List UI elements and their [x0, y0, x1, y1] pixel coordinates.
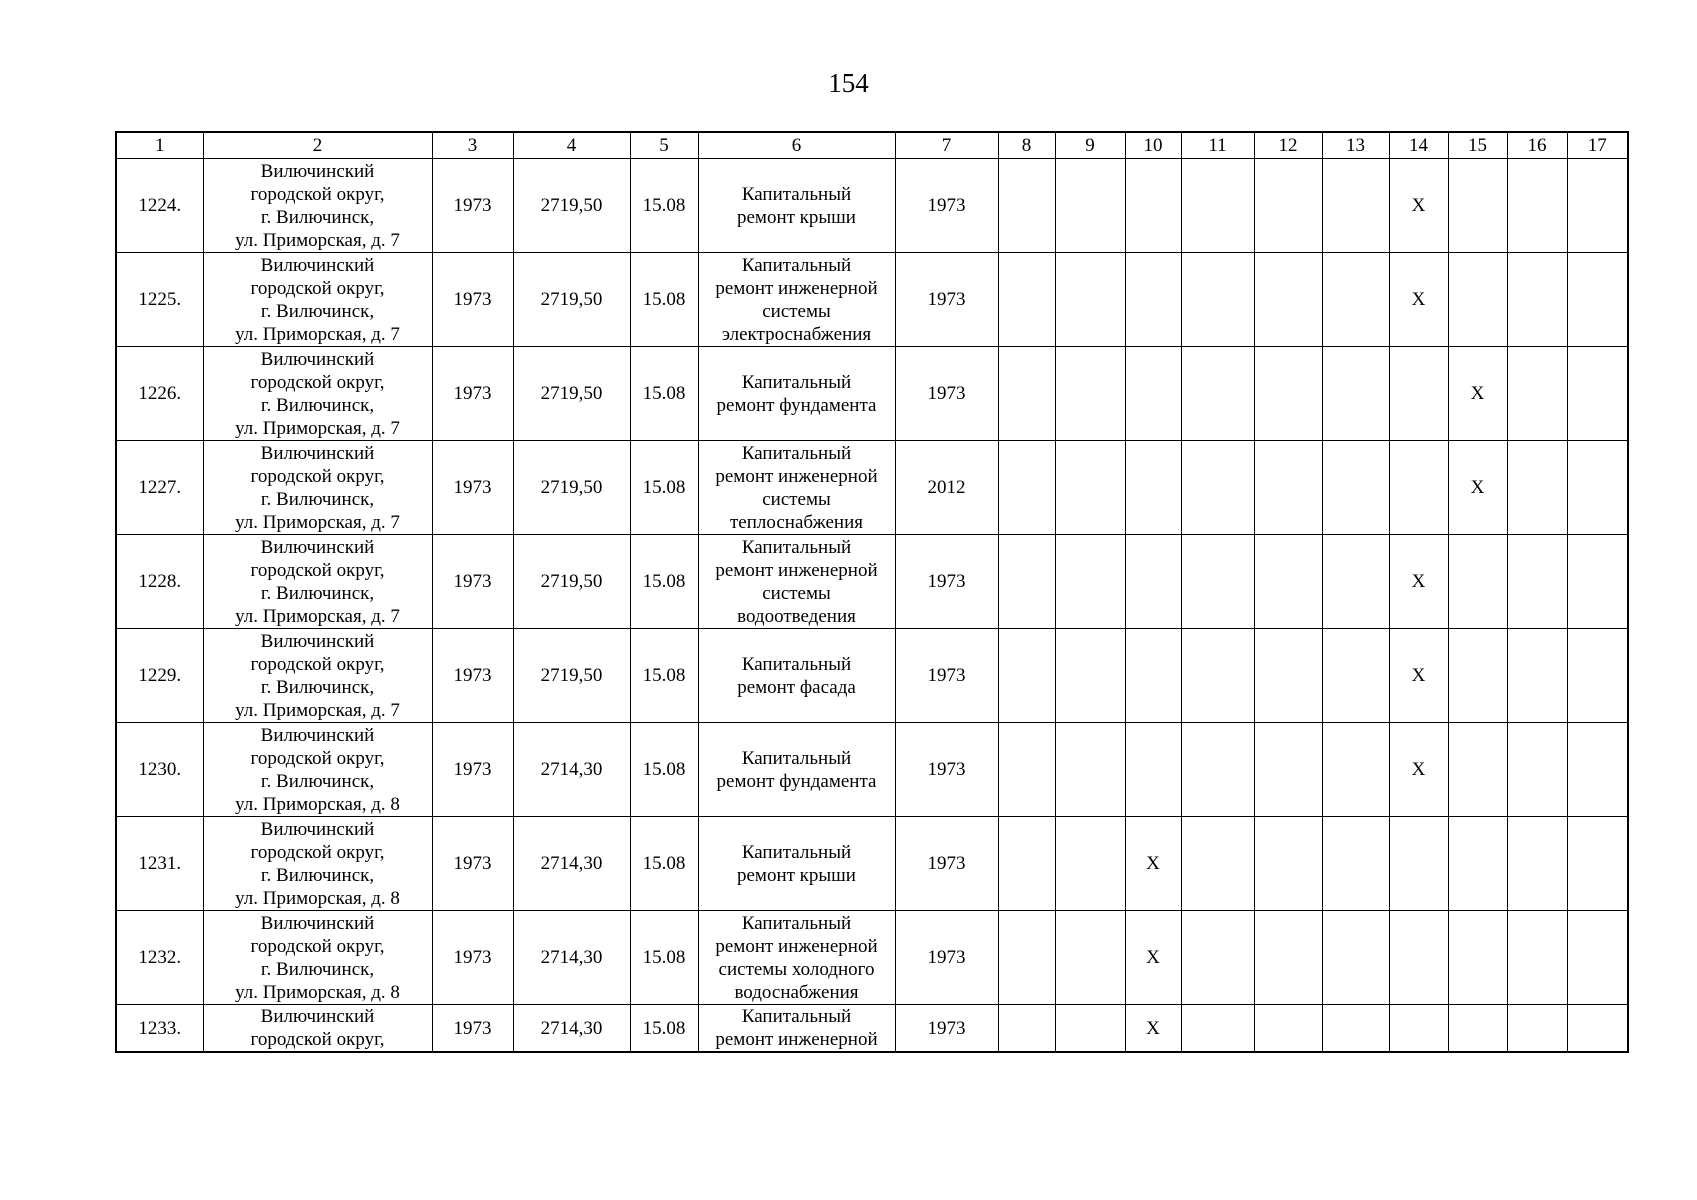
build-year-cell: 1973: [432, 723, 513, 817]
column-header: 4: [513, 132, 630, 159]
column-header: 11: [1181, 132, 1254, 159]
code-cell: 15.08: [630, 253, 698, 347]
row-number-cell: 1225.: [116, 253, 203, 347]
row-number-cell: 1230.: [116, 723, 203, 817]
period-mark-cell: [1322, 629, 1389, 723]
period-mark-cell: [998, 723, 1055, 817]
period-mark-cell: [1322, 911, 1389, 1005]
period-mark-cell: [1181, 347, 1254, 441]
period-mark-cell: [1389, 347, 1448, 441]
work-type-cell: [698, 159, 895, 253]
table-row: [116, 629, 1628, 723]
period-mark-cell: [1567, 347, 1628, 441]
period-mark-cell: [1254, 159, 1322, 253]
period-mark-cell: X: [1125, 1005, 1181, 1053]
address-cell-line: г. Вилючинск,: [260, 958, 375, 980]
address-cell: [203, 535, 432, 629]
work-type-cell-line: ремонт крыши: [737, 206, 856, 228]
address-cell: [203, 253, 432, 347]
work-type-cell-line: системы холодного: [718, 958, 875, 980]
period-mark-cell: [1567, 535, 1628, 629]
column-number-row: [116, 132, 1628, 159]
area-cell: 2719,50: [513, 159, 630, 253]
address-cell-line: городской округ,: [250, 371, 385, 393]
table-row: [116, 911, 1628, 1005]
column-header: 16: [1507, 132, 1567, 159]
address-cell-line: городской округ,: [250, 935, 385, 957]
period-mark-cell: [1254, 441, 1322, 535]
period-mark-cell: [1448, 911, 1507, 1005]
address-cell-line: Вилючинский: [260, 912, 375, 934]
area-cell: 2719,50: [513, 535, 630, 629]
column-header: 3: [432, 132, 513, 159]
table-row: [116, 159, 1628, 253]
work-type-cell-line: системы: [762, 300, 831, 322]
address-cell-line: ул. Приморская, д. 7: [235, 605, 400, 627]
period-mark-cell: [1254, 347, 1322, 441]
work-type-cell-line: ремонт фундамента: [716, 394, 877, 416]
period-mark-cell: [1448, 723, 1507, 817]
address-cell-line: г. Вилючинск,: [260, 770, 375, 792]
period-mark-cell: [1448, 159, 1507, 253]
period-mark-cell: X: [1448, 347, 1507, 441]
address-cell-line: Вилючинский: [260, 442, 375, 464]
period-mark-cell: [1322, 159, 1389, 253]
period-mark-cell: [1448, 253, 1507, 347]
period-mark-cell: [1125, 441, 1181, 535]
period-mark-cell: [1125, 535, 1181, 629]
column-header: 8: [998, 132, 1055, 159]
code-cell: 15.08: [630, 159, 698, 253]
period-mark-cell: [998, 1005, 1055, 1053]
address-cell: [203, 441, 432, 535]
build-year-cell: 1973: [432, 911, 513, 1005]
period-mark-cell: X: [1389, 159, 1448, 253]
work-type-cell: [698, 911, 895, 1005]
period-mark-cell: [1448, 535, 1507, 629]
area-cell: 2714,30: [513, 723, 630, 817]
address-cell: [203, 723, 432, 817]
period-mark-cell: [1254, 253, 1322, 347]
period-mark-cell: [1448, 817, 1507, 911]
period-mark-cell: [1181, 723, 1254, 817]
address-cell-line: Вилючинский: [260, 254, 375, 276]
period-mark-cell: [1322, 817, 1389, 911]
address-cell-line: городской округ,: [250, 747, 385, 769]
area-cell: 2714,30: [513, 1005, 630, 1053]
area-cell: 2719,50: [513, 441, 630, 535]
work-type-cell-line: Капитальный: [741, 442, 852, 464]
build-year-cell: 1973: [432, 817, 513, 911]
period-mark-cell: [998, 253, 1055, 347]
period-mark-cell: [1125, 347, 1181, 441]
period-mark-cell: [1055, 535, 1125, 629]
address-cell-line: городской округ,: [250, 465, 385, 487]
period-mark-cell: [1448, 629, 1507, 723]
period-mark-cell: [1507, 253, 1567, 347]
period-mark-cell: [1567, 911, 1628, 1005]
code-cell: 15.08: [630, 347, 698, 441]
period-mark-cell: [1322, 1005, 1389, 1053]
repair-year-cell: 1973: [895, 347, 998, 441]
period-mark-cell: X: [1389, 535, 1448, 629]
repair-year-cell: 1973: [895, 629, 998, 723]
repair-year-cell: 1973: [895, 1005, 998, 1053]
build-year-cell: 1973: [432, 253, 513, 347]
address-cell-line: городской округ,: [250, 841, 385, 863]
work-type-cell-line: ремонт фасада: [737, 676, 856, 698]
address-cell: [203, 629, 432, 723]
period-mark-cell: [998, 535, 1055, 629]
period-mark-cell: [1567, 159, 1628, 253]
period-mark-cell: [1389, 441, 1448, 535]
address-cell-line: г. Вилючинск,: [260, 582, 375, 604]
period-mark-cell: [1322, 535, 1389, 629]
period-mark-cell: [1181, 1005, 1254, 1053]
table-row: [116, 347, 1628, 441]
page-number: 154: [828, 68, 869, 98]
address-cell-line: ул. Приморская, д. 7: [235, 699, 400, 721]
work-type-cell-line: Капитальный: [741, 254, 852, 276]
address-cell-line: г. Вилючинск,: [260, 488, 375, 510]
repair-year-cell: 1973: [895, 911, 998, 1005]
work-type-cell-line: ремонт инженерной: [715, 1029, 878, 1050]
address-cell-line: ул. Приморская, д. 7: [235, 417, 400, 439]
address-cell: [203, 347, 432, 441]
period-mark-cell: X: [1448, 441, 1507, 535]
work-type-cell: [698, 723, 895, 817]
table-header: [116, 132, 1628, 159]
work-type-cell-line: Капитальный: [741, 747, 852, 769]
code-cell: 15.08: [630, 441, 698, 535]
column-header: 7: [895, 132, 998, 159]
period-mark-cell: [1389, 817, 1448, 911]
column-header: 12: [1254, 132, 1322, 159]
column-header: 10: [1125, 132, 1181, 159]
address-cell: [203, 159, 432, 253]
address-cell-line: г. Вилючинск,: [260, 676, 375, 698]
address-cell-line: Вилючинский: [260, 630, 375, 652]
address-cell: [203, 911, 432, 1005]
address-cell-line: городской округ,: [250, 183, 385, 205]
build-year-cell: 1973: [432, 347, 513, 441]
column-header: 5: [630, 132, 698, 159]
period-mark-cell: [1254, 629, 1322, 723]
address-cell-line: городской округ,: [250, 1029, 385, 1050]
row-number-cell: 1233.: [116, 1005, 203, 1053]
address-cell-line: Вилючинский: [260, 536, 375, 558]
table-body: [116, 159, 1628, 1053]
period-mark-cell: [998, 441, 1055, 535]
table-row: [116, 723, 1628, 817]
period-mark-cell: [1254, 535, 1322, 629]
work-type-cell-line: Капитальный: [741, 536, 852, 558]
period-mark-cell: [1507, 629, 1567, 723]
address-cell-line: Вилючинский: [260, 818, 375, 840]
column-header: 14: [1389, 132, 1448, 159]
address-cell-line: г. Вилючинск,: [260, 394, 375, 416]
address-cell-line: Вилючинский: [260, 1006, 375, 1027]
column-header: 17: [1567, 132, 1628, 159]
work-type-cell-line: Капитальный: [741, 1006, 852, 1027]
work-type-cell-line: ремонт инженерной: [715, 935, 878, 957]
period-mark-cell: [998, 817, 1055, 911]
address-cell-line: г. Вилючинск,: [260, 206, 375, 228]
work-type-cell-line: ремонт инженерной: [715, 559, 878, 581]
period-mark-cell: [1567, 629, 1628, 723]
work-type-cell-line: Капитальный: [741, 183, 852, 205]
period-mark-cell: [1181, 535, 1254, 629]
period-mark-cell: [1322, 347, 1389, 441]
code-cell: 15.08: [630, 535, 698, 629]
repair-year-cell: 1973: [895, 817, 998, 911]
period-mark-cell: [1055, 629, 1125, 723]
period-mark-cell: [1507, 723, 1567, 817]
code-cell: 15.08: [630, 1005, 698, 1053]
code-cell: 15.08: [630, 817, 698, 911]
period-mark-cell: [1055, 347, 1125, 441]
table-row: [116, 1005, 1628, 1053]
row-number-cell: 1226.: [116, 347, 203, 441]
period-mark-cell: [1567, 253, 1628, 347]
period-mark-cell: [1507, 817, 1567, 911]
table-row: [116, 817, 1628, 911]
period-mark-cell: [1322, 723, 1389, 817]
period-mark-cell: [1448, 1005, 1507, 1053]
period-mark-cell: [1055, 723, 1125, 817]
period-mark-cell: [1507, 441, 1567, 535]
work-type-cell-line: системы: [762, 488, 831, 510]
repair-year-cell: 2012: [895, 441, 998, 535]
address-cell-line: городской округ,: [250, 653, 385, 675]
work-type-cell: [698, 1005, 895, 1053]
row-number-cell: 1232.: [116, 911, 203, 1005]
period-mark-cell: [1055, 159, 1125, 253]
area-cell: 2714,30: [513, 911, 630, 1005]
address-cell-line: ул. Приморская, д. 8: [235, 793, 400, 815]
work-type-cell: [698, 253, 895, 347]
area-cell: 2714,30: [513, 817, 630, 911]
address-cell-line: ул. Приморская, д. 7: [235, 229, 400, 251]
work-type-cell-line: Капитальный: [741, 912, 852, 934]
row-number-cell: 1227.: [116, 441, 203, 535]
work-type-cell-line: Капитальный: [741, 841, 852, 863]
work-type-cell-line: Капитальный: [741, 653, 852, 675]
area-cell: 2719,50: [513, 253, 630, 347]
period-mark-cell: [1567, 441, 1628, 535]
column-header: 1: [116, 132, 203, 159]
period-mark-cell: [1254, 911, 1322, 1005]
work-type-cell-line: водоснабжения: [734, 981, 859, 1003]
table-row: [116, 535, 1628, 629]
row-number-cell: 1228.: [116, 535, 203, 629]
period-mark-cell: [1125, 629, 1181, 723]
work-type-cell-line: ремонт фундамента: [716, 770, 877, 792]
address-cell-line: городской округ,: [250, 277, 385, 299]
address-cell-line: ул. Приморская, д. 7: [235, 511, 400, 533]
work-type-cell-line: электроснабжения: [721, 323, 872, 345]
period-mark-cell: [1181, 441, 1254, 535]
code-cell: 15.08: [630, 911, 698, 1005]
period-mark-cell: [1507, 347, 1567, 441]
period-mark-cell: [1125, 159, 1181, 253]
work-type-cell: [698, 441, 895, 535]
address-cell-line: ул. Приморская, д. 7: [235, 323, 400, 345]
work-type-cell-line: Капитальный: [741, 371, 852, 393]
period-mark-cell: [1507, 159, 1567, 253]
period-mark-cell: [1567, 1005, 1628, 1053]
work-type-cell: [698, 347, 895, 441]
row-number-cell: 1224.: [116, 159, 203, 253]
build-year-cell: 1973: [432, 159, 513, 253]
work-type-cell: [698, 535, 895, 629]
period-mark-cell: [1181, 817, 1254, 911]
period-mark-cell: [1322, 253, 1389, 347]
table-row: [116, 441, 1628, 535]
column-header: 9: [1055, 132, 1125, 159]
repair-year-cell: 1973: [895, 253, 998, 347]
period-mark-cell: [1567, 817, 1628, 911]
work-type-cell-line: системы: [762, 582, 831, 604]
period-mark-cell: X: [1389, 629, 1448, 723]
work-type-cell: [698, 629, 895, 723]
work-type-cell-line: ремонт крыши: [737, 864, 856, 886]
period-mark-cell: [1055, 817, 1125, 911]
period-mark-cell: [1507, 911, 1567, 1005]
area-cell: 2719,50: [513, 347, 630, 441]
period-mark-cell: [1055, 253, 1125, 347]
period-mark-cell: [1507, 535, 1567, 629]
column-header: 13: [1322, 132, 1389, 159]
period-mark-cell: [1125, 723, 1181, 817]
repair-year-cell: 1973: [895, 723, 998, 817]
period-mark-cell: [998, 347, 1055, 441]
address-cell-line: Вилючинский: [260, 160, 375, 182]
period-mark-cell: [998, 911, 1055, 1005]
period-mark-cell: [1389, 911, 1448, 1005]
row-number-cell: 1229.: [116, 629, 203, 723]
address-cell: [203, 1005, 432, 1053]
column-header: 6: [698, 132, 895, 159]
period-mark-cell: [1254, 1005, 1322, 1053]
period-mark-cell: X: [1125, 817, 1181, 911]
repair-year-cell: 1973: [895, 159, 998, 253]
period-mark-cell: [1181, 911, 1254, 1005]
work-type-cell-line: водоотведения: [737, 605, 856, 627]
work-type-cell: [698, 817, 895, 911]
address-cell-line: Вилючинский: [260, 724, 375, 746]
build-year-cell: 1973: [432, 441, 513, 535]
address-cell-line: г. Вилючинск,: [260, 300, 375, 322]
address-cell-line: г. Вилючинск,: [260, 864, 375, 886]
address-cell: [203, 817, 432, 911]
period-mark-cell: [1254, 817, 1322, 911]
capital-repair-table: [115, 131, 1629, 1053]
row-number-cell: 1231.: [116, 817, 203, 911]
period-mark-cell: [1322, 441, 1389, 535]
period-mark-cell: X: [1389, 253, 1448, 347]
work-type-cell-line: теплоснабжения: [730, 511, 863, 533]
build-year-cell: 1973: [432, 535, 513, 629]
address-cell-line: ул. Приморская, д. 8: [235, 887, 400, 909]
table-row: [116, 253, 1628, 347]
build-year-cell: 1973: [432, 1005, 513, 1053]
period-mark-cell: [1181, 159, 1254, 253]
period-mark-cell: [1055, 441, 1125, 535]
period-mark-cell: [1055, 1005, 1125, 1053]
address-cell-line: городской округ,: [250, 559, 385, 581]
build-year-cell: 1973: [432, 629, 513, 723]
period-mark-cell: [998, 159, 1055, 253]
repair-year-cell: 1973: [895, 535, 998, 629]
period-mark-cell: X: [1125, 911, 1181, 1005]
work-type-cell-line: ремонт инженерной: [715, 277, 878, 299]
column-header: 15: [1448, 132, 1507, 159]
column-header: 2: [203, 132, 432, 159]
address-cell-line: ул. Приморская, д. 8: [235, 981, 400, 1003]
period-mark-cell: X: [1389, 723, 1448, 817]
period-mark-cell: [1389, 1005, 1448, 1053]
period-mark-cell: [1181, 629, 1254, 723]
period-mark-cell: [1055, 911, 1125, 1005]
period-mark-cell: [998, 629, 1055, 723]
work-type-cell-line: ремонт инженерной: [715, 465, 878, 487]
period-mark-cell: [1254, 723, 1322, 817]
code-cell: 15.08: [630, 629, 698, 723]
period-mark-cell: [1181, 253, 1254, 347]
period-mark-cell: [1125, 253, 1181, 347]
period-mark-cell: [1507, 1005, 1567, 1053]
address-cell-line: Вилючинский: [260, 348, 375, 370]
code-cell: 15.08: [630, 723, 698, 817]
period-mark-cell: [1567, 723, 1628, 817]
area-cell: 2719,50: [513, 629, 630, 723]
